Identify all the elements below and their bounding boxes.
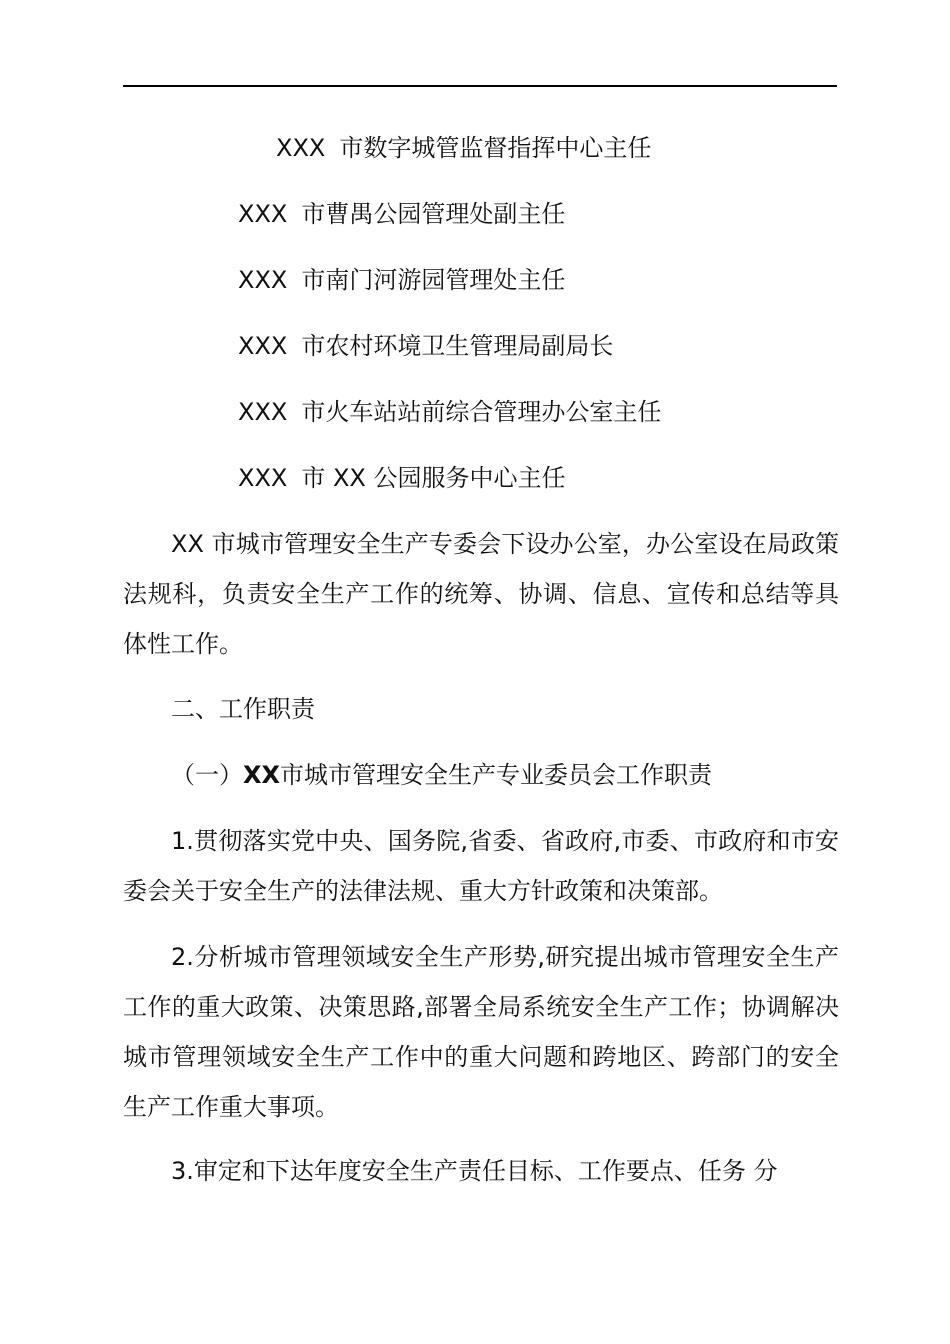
section-heading-text: 二、工作职责 [171, 695, 315, 723]
section-heading [171, 692, 315, 726]
roster-line [238, 329, 613, 363]
office-paragraph [123, 519, 839, 669]
duty-item [123, 1146, 839, 1196]
roster-title: 市 XX 公园服务中心主任 [301, 464, 566, 492]
roster-line [238, 461, 565, 495]
duty-text: 2.分析城市管理领域安全生产形势,研究提出城市管理安全生产工作的重大政策、决策思路,部署全局系统安全生产工作；协调解决城市管理领域安全生产工作中的重大问题和跨地区、跨部门的安全生产工作重大事项。 [123, 943, 839, 1121]
duty-text: 3.审定和下达年度安全生产责任目标、工作要点、任务 分 [171, 1157, 778, 1185]
roster-code: XXX [238, 398, 288, 426]
roster-code: XXX [238, 200, 288, 228]
roster-title: 市数字城管监督指挥中心主任 [339, 134, 652, 162]
roster-title: 市农村环境卫生管理局副局长 [301, 332, 614, 360]
roster-code: XXX [276, 134, 326, 162]
office-paragraph-text: XX 市城市管理安全生产专委会下设办公室，办公室设在局政策法规科，负责安全生产工作的统筹、协调、信息、宣传和总结等具体性工作。 [123, 530, 839, 658]
roster-line [238, 395, 661, 429]
roster-line [238, 197, 565, 231]
subsection-bold-code: XX [243, 761, 281, 789]
roster-code: XXX [238, 266, 288, 294]
roster-code: XXX [238, 464, 288, 492]
roster-line [276, 131, 651, 165]
roster-title: 市南门河游园管理处主任 [301, 266, 566, 294]
subsection-title: 市城市管理安全生产专业委员会工作职责 [280, 761, 713, 789]
duty-text: 1.贯彻落实党中央、国务院,省委、省政府,市委、市政府和市安委会关于安全生产的法律法规、重大方针政策和决策部。 [123, 827, 839, 905]
header-rule [123, 85, 837, 87]
roster-title: 市曹禺公园管理处副主任 [301, 200, 566, 228]
roster-line [238, 263, 565, 297]
duty-item [123, 932, 839, 1132]
roster-code: XXX [238, 332, 288, 360]
duty-item [123, 816, 839, 916]
roster-title: 市火车站站前综合管理办公室主任 [301, 398, 662, 426]
subsection-prefix: （一） [171, 761, 243, 789]
subsection-heading [171, 758, 712, 792]
